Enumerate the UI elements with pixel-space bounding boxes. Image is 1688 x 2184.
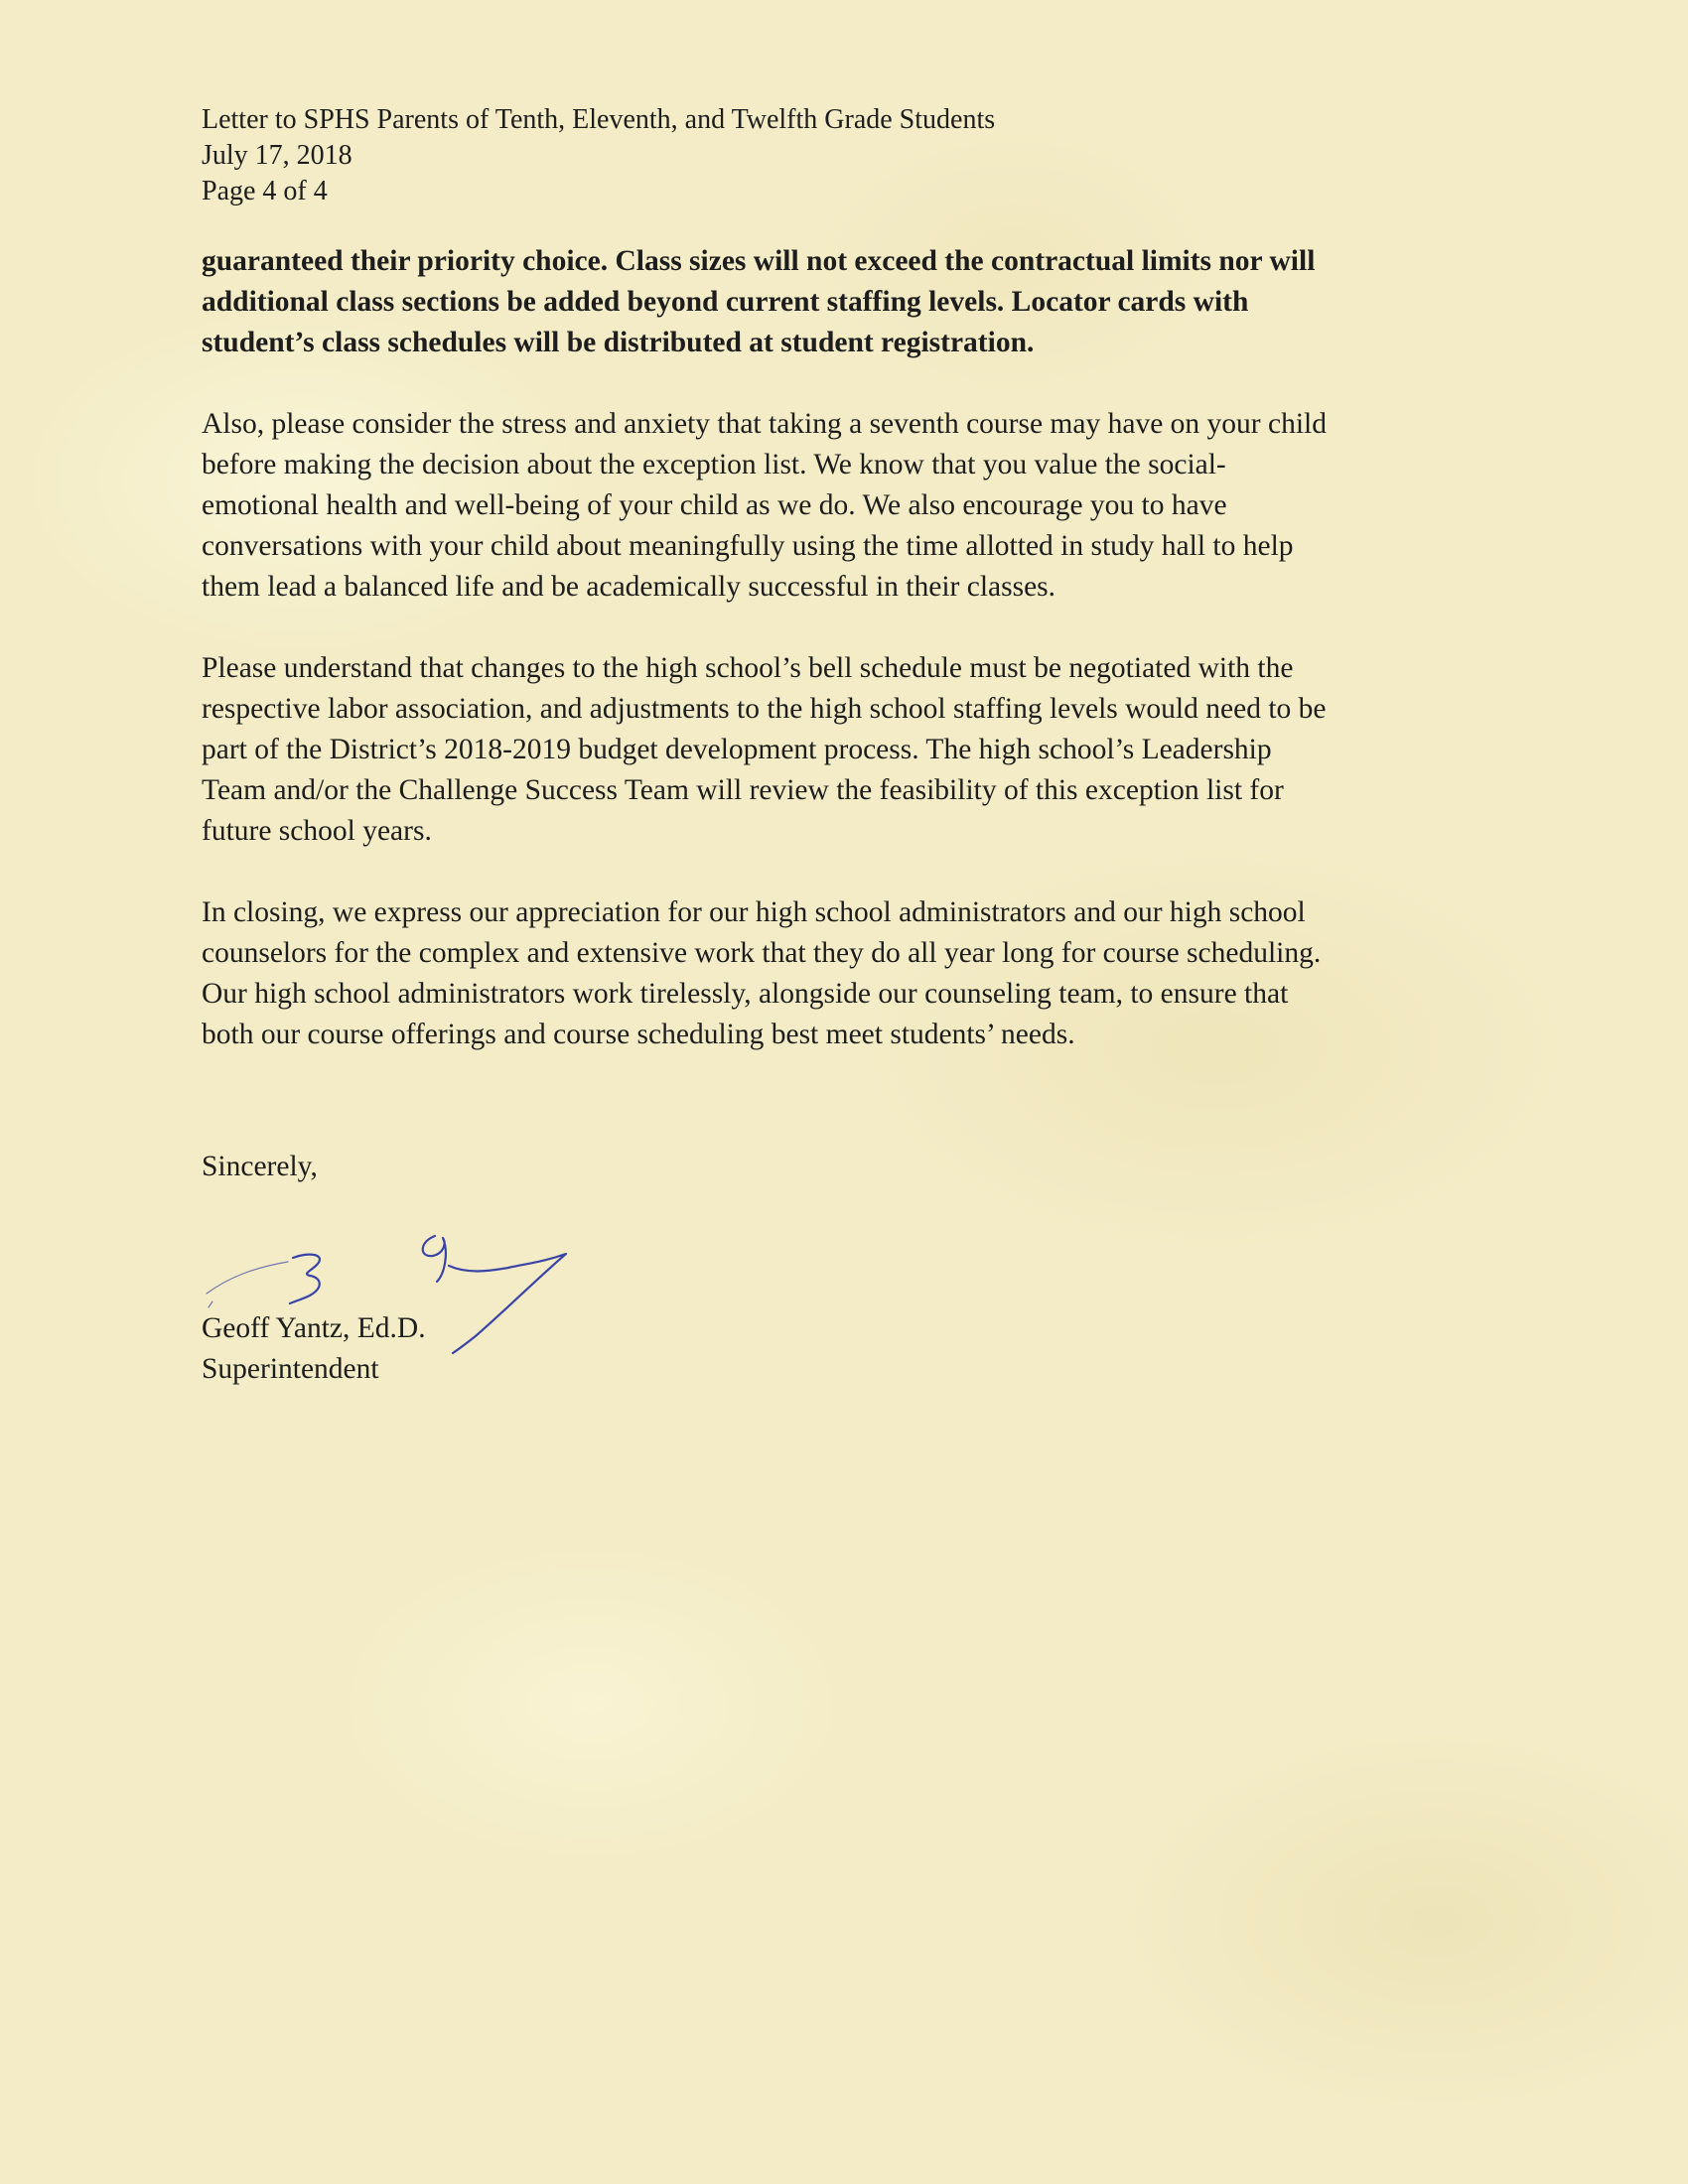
paragraph-closing-appreciation — [202, 892, 1492, 1055]
signature-block — [202, 1308, 426, 1390]
paragraph-line: both our course offerings and course scheduling best meet students’ needs. — [202, 1019, 1075, 1050]
paragraph-line: them lead a balanced life and be academically successful in their classes. — [202, 571, 1056, 603]
paragraph-line: student’s class schedules will be distributed at student registration. — [202, 327, 1035, 358]
paragraph-stress — [202, 404, 1492, 608]
header-subject: Letter to SPHS Parents of Tenth, Eleventh, and Twelfth Grade Students — [202, 104, 996, 135]
paragraph-bell-schedule — [202, 648, 1492, 852]
paragraph-line: respective labor association, and adjustments to the high school staffing levels would need to be — [202, 693, 1327, 725]
paragraph-line: counselors for the complex and extensive work that they do all year long for course scheduling. — [202, 937, 1322, 969]
paragraph-line: conversations with your child about meaningfully using the time allotted in study hall to help — [202, 530, 1294, 562]
paragraph-line: additional class sections be added beyond current staffing levels. Locator cards with — [202, 286, 1249, 318]
paragraph-line: before making the decision about the exception list. We know that you value the social- — [202, 449, 1226, 480]
paragraph-line: guaranteed their priority choice. Class sizes will not exceed the contractual limits nor will — [202, 245, 1316, 277]
header-date: July 17, 2018 — [202, 140, 352, 171]
header-page-number: Page 4 of 4 — [202, 176, 328, 206]
paragraph-line: Our high school administrators work tirelessly, alongside our counseling team, to ensure that — [202, 978, 1289, 1010]
paragraph-line: Please understand that changes to the high school’s bell schedule must be negotiated with the — [202, 652, 1294, 684]
paragraph-line: Also, please consider the stress and anxiety that taking a seventh course may have on your child — [202, 408, 1327, 440]
closing-salutation: Sincerely, — [202, 1151, 318, 1182]
paragraph-line: Team and/or the Challenge Success Team will review the feasibility of this exception list for — [202, 774, 1284, 806]
paragraph-line: future school years. — [202, 815, 432, 847]
paragraph-line: part of the District’s 2018-2019 budget development process. The high school’s Leadership — [202, 734, 1272, 765]
paragraph-line: emotional health and well-being of your child as we do. We also encourage you to have — [202, 489, 1227, 521]
signer-name: Geoff Yantz, Ed.D. — [202, 1312, 426, 1344]
paragraph-registration — [202, 241, 1492, 363]
signer-title: Superintendent — [202, 1353, 379, 1385]
letter-header — [202, 102, 995, 209]
letter-body — [202, 241, 1492, 1096]
paragraph-line: In closing, we express our appreciation for our high school administrators and our high school — [202, 896, 1306, 928]
